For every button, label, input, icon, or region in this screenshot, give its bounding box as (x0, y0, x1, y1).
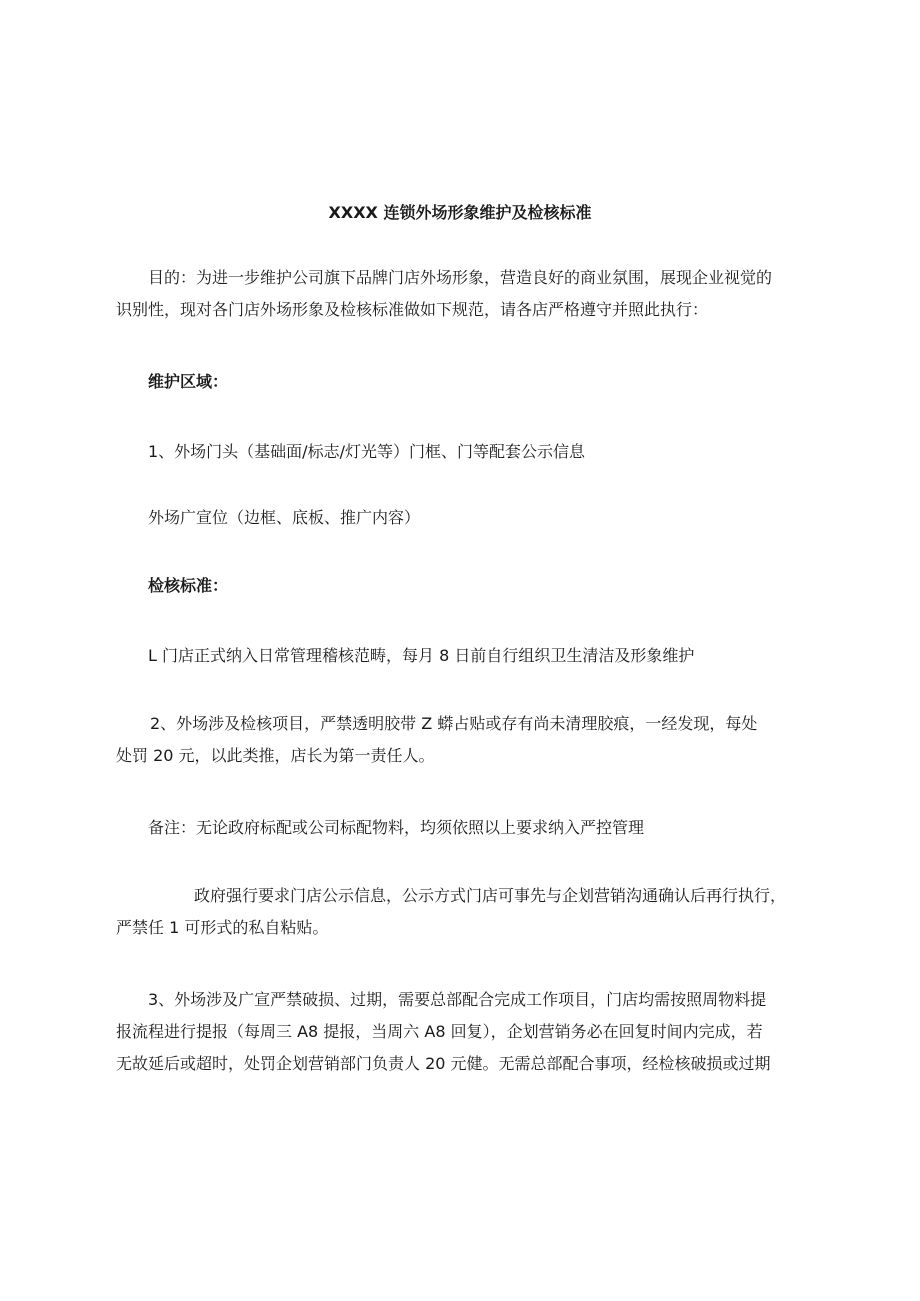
maintenance-heading: 维护区域： (148, 372, 229, 391)
purpose-paragraph (116, 262, 811, 326)
inspection-item-2-line: 处罚 20 元，以此类推，店长为第一责任人。 (116, 746, 435, 765)
document-title: XXXX 连锁外场形象维护及检核标准 (328, 203, 592, 222)
inspection-item-3 (116, 984, 811, 1080)
inspection-item-3-line: 报流程进行提报（每周三 A8 提报，当周六 A8 回复），企划营销务必在回复时间内完成，若 (116, 1022, 763, 1041)
inspection-item-3-line: 无故延后或超时，处罚企划营销部门负责人 20 元健。无需总部配合事项，经检核破损或过期 (116, 1054, 771, 1073)
inspection-item-2-line: 2、外场涉及检核项目，严禁透明胶带 Z 蟒占贴或存有尚未清理胶痕，一经发现，每处 (150, 714, 758, 733)
government-note-line: 政府强行要求门店公示信息，公示方式门店可事先与企划营销沟通确认后再行执行， (194, 886, 787, 905)
maintenance-item-2: 外场广宣位（边框、底板、推广内容） (148, 508, 421, 527)
purpose-line: 目的：为进一步维护公司旗下品牌门店外场形象，营造良好的商业氛围，展现企业视觉的 (148, 268, 773, 287)
inspection-item-2 (116, 708, 811, 772)
government-note-line: 严禁任 1 可形式的私自粘贴。 (116, 918, 329, 937)
purpose-line: 识别性，现对各门店外场形象及检核标准做如下规范，请各店严格遵守并照此执行： (116, 300, 709, 319)
inspection-item-1: L 门店正式纳入日常管理稽核范畴，每月 8 日前自行组织卫生清洁及形象维护 (148, 646, 695, 665)
inspection-item-3-line: 3、外场涉及广宣严禁破损、过期，需要总部配合完成工作项目，门店均需按照周物料提 (148, 990, 767, 1009)
government-note (116, 880, 811, 944)
maintenance-item-1: 1、外场门头（基础面/标志/灯光等）门框、门等配套公示信息 (148, 442, 585, 461)
inspection-heading: 检核标准： (148, 576, 229, 595)
note-line: 备注：无论政府标配或公司标配物料，均须依照以上要求纳入严控管理 (148, 818, 645, 837)
